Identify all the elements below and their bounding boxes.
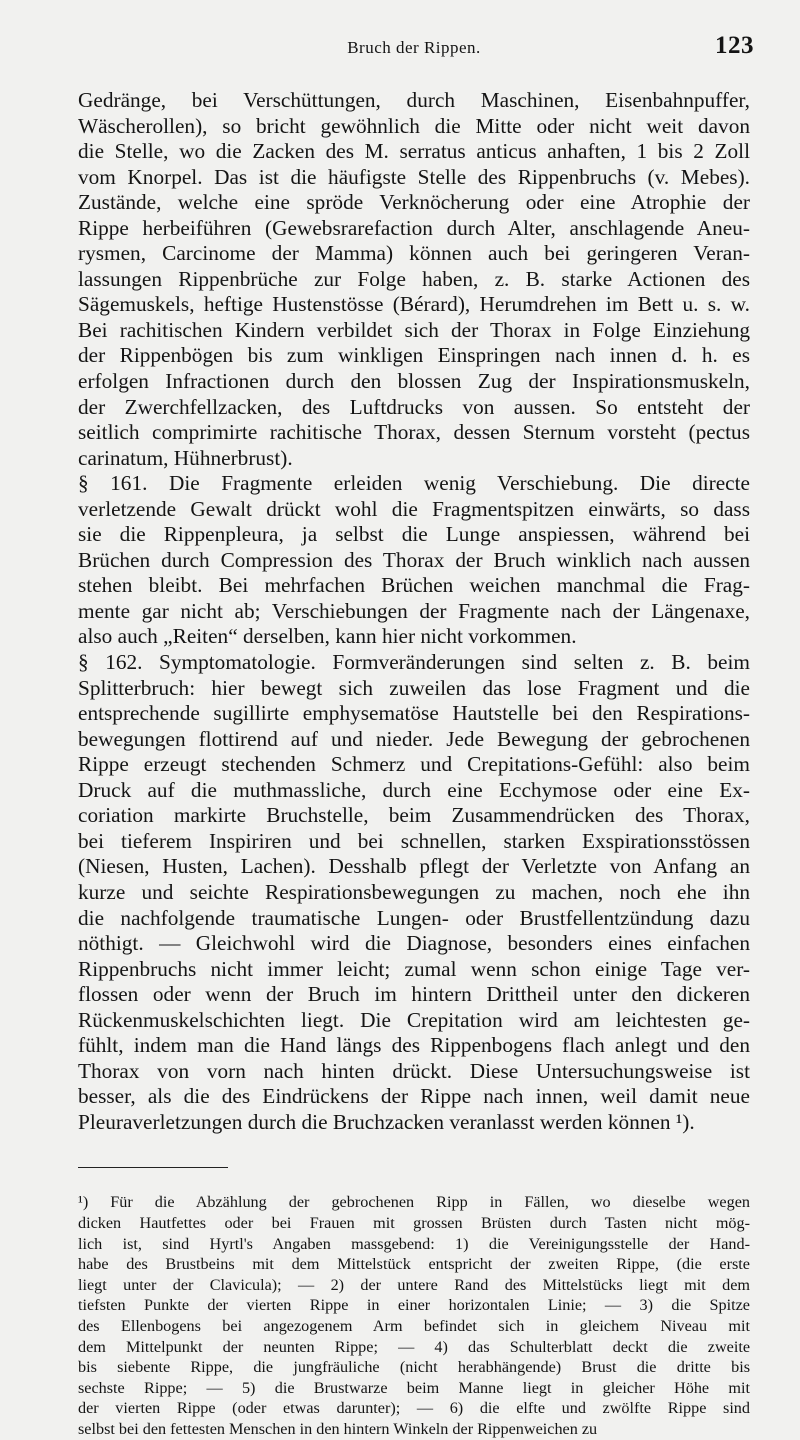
text-line: § 162. Symptomatologie. Formveränderungen sind selten z. B. beim: [78, 650, 750, 675]
text-line: Rippe herbeiführen (Gewebsrarefaction durch Alter, anschlagende Aneu-: [78, 215, 750, 240]
text-line: flossen oder wenn der Bruch im hintern Drittheil unter den dickeren: [78, 982, 750, 1007]
text-line: erfolgen Infractionen durch den blossen Zug der Inspirationsmuskeln,: [78, 369, 750, 394]
footnote-line: dicken Hautfettes oder bei Frauen mit grossen Brüsten durch Tasten nicht mög-: [78, 1214, 750, 1233]
text-line: bei tieferem Inspiriren und bei schnellen, starken Exspirationsstössen: [78, 828, 750, 853]
text-line: Bei rachitischen Kindern verbildet sich der Thorax in Folge Einziehung: [78, 317, 750, 342]
text-line: die Stelle, wo die Zacken des M. serratus anticus anhaften, 1 bis 2 Zoll: [78, 139, 750, 164]
text-line: nöthigt. — Gleichwohl wird die Diagnose, besonders eines einfachen: [78, 931, 750, 956]
text-line: seitlich comprimirte rachitische Thorax, dessen Sternum vorsteht (pectus: [78, 420, 750, 445]
text-line: Brüchen durch Compression des Thorax der Bruch winklich nach aussen: [78, 547, 750, 572]
footnote-line: der vierten Rippe (oder etwas darunter); — 6) die elfte und zwölfte Rippe sind: [78, 1399, 750, 1418]
footnote-block: [78, 1192, 750, 1439]
text-line: kurze und seichte Respirationsbewegungen zu machen, noch ehe ihn: [78, 879, 750, 904]
footnote-line: des Ellenbogens bei angezogenem Arm befindet sich in gleichem Niveau mit: [78, 1316, 750, 1335]
text-line: entsprechende sugillirte emphysematöse Hautstelle bei den Respirations-: [78, 701, 750, 726]
text-line: (Niesen, Husten, Lachen). Desshalb pflegt der Verletzte von Anfang an: [78, 854, 750, 879]
text-line: Rippenbruchs nicht immer leicht; zumal wenn schon einige Tage ver-: [78, 956, 750, 981]
text-line: sie die Rippenpleura, ja selbst die Lunge anspiessen, während bei: [78, 522, 750, 547]
text-line: mente gar nicht ab; Verschiebungen der Fragmente nach der Längenaxe,: [78, 598, 750, 623]
footnote-line: selbst bei den fettesten Menschen in den hintern Winkeln der Rippenweichen zu: [78, 1419, 598, 1438]
text-line: carinatum, Hühnerbrust).: [78, 445, 293, 470]
text-line: besser, als die des Eindrückens der Rippe nach innen, weil damit neue: [78, 1084, 750, 1109]
text-line: Rückenmuskelschichten liegt. Die Crepitation wird am leichtesten ge-: [78, 1007, 750, 1032]
footnote-line: lich ist, sind Hyrtl's Angaben massgebend: 1) die Vereinigungsstelle der Hand-: [78, 1234, 750, 1253]
text-line: vom Knorpel. Das ist die häufigste Stelle des Rippenbruchs (v. Mebes).: [78, 164, 750, 189]
footnote-line: liegt unter der Clavicula); — 2) der untere Rand des Mittelstücks liegt mit dem: [78, 1275, 750, 1294]
text-line: Splitterbruch: hier bewegt sich zuweilen das lose Fragment und die: [78, 675, 750, 700]
page-number: 123: [715, 32, 754, 59]
main-text: [78, 88, 750, 1135]
text-line: Druck auf die muthmassliche, durch eine Ecchymose oder eine Ex-: [78, 777, 750, 802]
text-line: § 161. Die Fragmente erleiden wenig Verschiebung. Die directe: [78, 471, 750, 496]
text-line: lassungen Rippenbrüche zur Folge haben, z. B. starke Actionen des: [78, 266, 750, 291]
footnote-line: ¹) Für die Abzählung der gebrochenen Ripp in Fällen, wo dieselbe wegen: [78, 1193, 750, 1212]
text-line: Sägemuskels, heftige Hustenstösse (Bérard), Herumdrehen im Bett u. s. w.: [78, 292, 750, 317]
footnote-line: tiefsten Punkte der vierten Rippe in einer horizontalen Linie; — 3) die Spitze: [78, 1296, 750, 1315]
text-line: Wäscherollen), so bricht gewöhnlich die Mitte oder nicht weit davon: [78, 113, 750, 138]
text-line: der Zwerchfellzacken, des Luftdrucks von aussen. So entsteht der: [78, 394, 750, 419]
footnote-line: dem Mittelpunkt der neunten Rippe; — 4) das Schulterblatt deckt die zweite: [78, 1337, 750, 1356]
text-line: fühlt, indem man die Hand längs des Rippenbogens flach anlegt und den: [78, 1033, 750, 1058]
text-line: verletzende Gewalt drückt wohl die Fragmentspitzen einwärts, so dass: [78, 496, 750, 521]
text-line: Thorax von vorn nach hinten drückt. Diese Untersuchungsweise ist: [78, 1058, 750, 1083]
text-line: die nachfolgende traumatische Lungen- oder Brustfellentzündung dazu: [78, 905, 750, 930]
text-line: stehen bleibt. Bei mehrfachen Brüchen weichen manchmal die Frag-: [78, 573, 750, 598]
text-line: bewegungen flottirend auf und nieder. Jede Bewegung der gebrochenen: [78, 726, 750, 751]
page-header: [78, 32, 754, 68]
text-line: der Rippenbögen bis zum winkligen Einspringen nach innen d. h. es: [78, 343, 750, 368]
footnote-line: bis siebente Rippe, die jungfräuliche (nicht herabhängende) Brust die dritte bis: [78, 1358, 750, 1377]
footnote-separator: [78, 1167, 228, 1168]
text-line: Rippe erzeugt stechenden Schmerz und Crepitations-Gefühl: also beim: [78, 752, 750, 777]
footnote-line: sechste Rippe; — 5) die Brustwarze beim Manne liegt in gleicher Höhe mit: [78, 1378, 750, 1397]
text-line: rysmen, Carcinome der Mamma) können auch bei geringeren Veran-: [78, 241, 750, 266]
text-line: Pleuraverletzungen durch die Bruchzacken veranlasst werden können ¹).: [78, 1109, 695, 1134]
text-line: also auch „Reiten“ derselben, kann hier nicht vorkommen.: [78, 624, 577, 649]
text-line: coriation markirte Bruchstelle, beim Zusammendrücken des Thorax,: [78, 803, 750, 828]
text-line: Zustände, welche eine spröde Verknöcherung oder eine Atrophie der: [78, 190, 750, 215]
text-line: Gedränge, bei Verschüttungen, durch Maschinen, Eisenbahnpuffer,: [78, 88, 750, 112]
running-title: Bruch der Rippen.: [347, 38, 481, 57]
footnote-line: habe des Brustbeins mit dem Mittelstück entspricht der zweiten Rippe, (die erste: [78, 1255, 750, 1274]
